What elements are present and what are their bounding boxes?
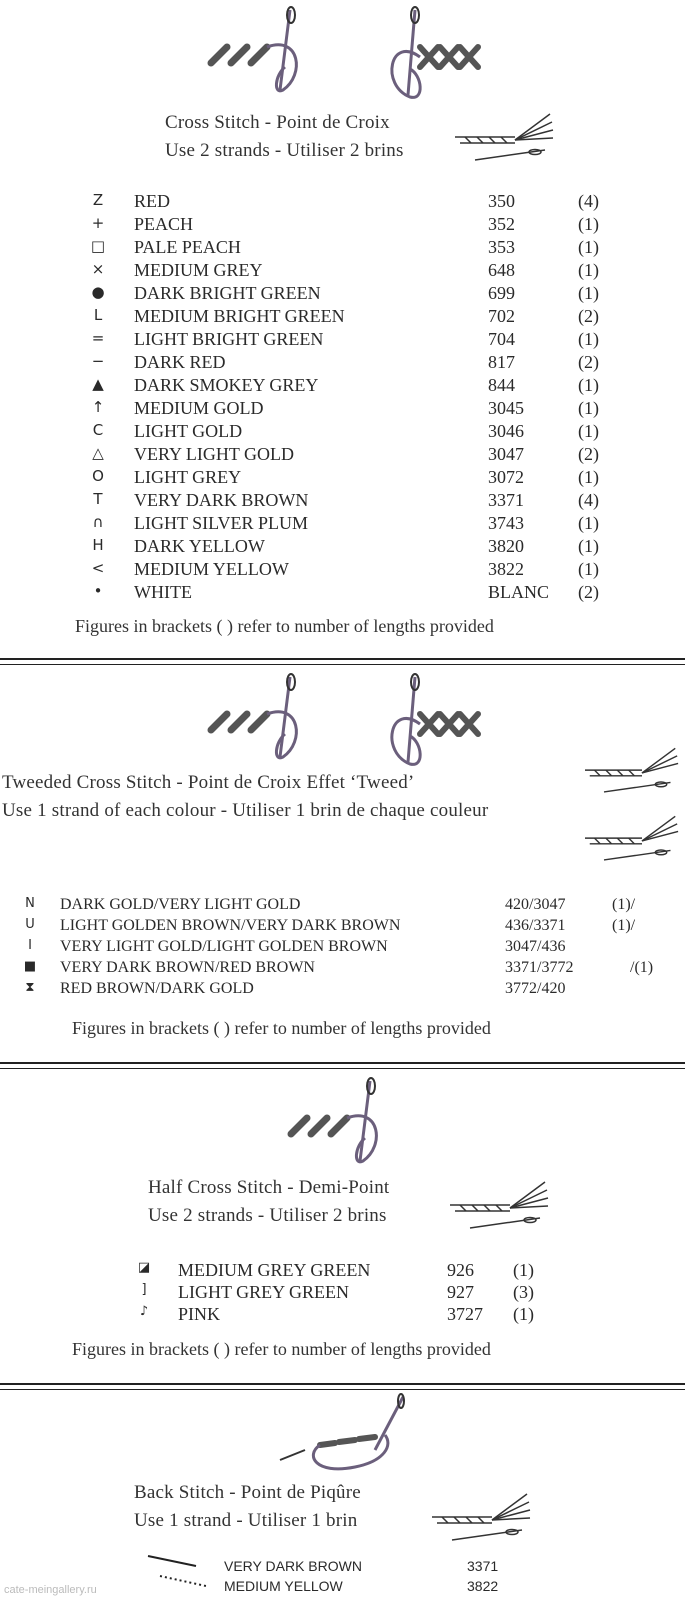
section-title: Back Stitch - Point de Piqûre bbox=[134, 1482, 361, 1503]
length-count: (1) bbox=[578, 467, 599, 487]
length-count: (1) bbox=[578, 375, 599, 395]
strand-instruction: Use 2 strands - Utiliser 2 brins bbox=[148, 1205, 387, 1226]
list-item bbox=[0, 329, 685, 351]
length-count: (1) bbox=[578, 513, 599, 533]
strands-icon bbox=[450, 1180, 550, 1235]
colour-code: 420/3047 bbox=[505, 896, 566, 913]
colour-code: 350 bbox=[488, 191, 515, 211]
colour-name: MEDIUM GREY GREEN bbox=[178, 1260, 371, 1280]
section-title: Half Cross Stitch - Demi-Point bbox=[148, 1177, 390, 1198]
list-item bbox=[0, 896, 685, 916]
colour-code: 3772/420 bbox=[505, 980, 566, 997]
colour-name: DARK BRIGHT GREEN bbox=[134, 283, 321, 303]
colour-code: 353 bbox=[488, 237, 515, 257]
length-count: (1)/ bbox=[612, 917, 636, 934]
colour-name: VERY LIGHT GOLD/LIGHT GOLDEN BROWN bbox=[60, 938, 388, 955]
strand-instruction: Use 1 strand of each colour - Utiliser 1 brin de chaque couleur bbox=[2, 800, 489, 821]
colour-code: 699 bbox=[488, 283, 515, 303]
length-count: (3) bbox=[513, 1282, 534, 1302]
colour-name: DARK GOLD/VERY LIGHT GOLD bbox=[60, 896, 301, 913]
colour-code: 352 bbox=[488, 214, 515, 234]
list-item bbox=[0, 1282, 685, 1304]
stitch-symbol: = bbox=[91, 329, 105, 347]
colour-code: 3727 bbox=[447, 1304, 483, 1324]
stitch-symbol: □ bbox=[90, 237, 106, 255]
needle-back-stitch-icon bbox=[275, 1395, 415, 1475]
stitch-symbol: △ bbox=[92, 444, 104, 462]
colour-code: 704 bbox=[488, 329, 515, 349]
colour-code: 844 bbox=[488, 375, 515, 395]
list-item bbox=[0, 283, 685, 305]
colour-code: 3822 bbox=[488, 559, 524, 579]
list-item bbox=[0, 959, 685, 979]
colour-code: 648 bbox=[488, 260, 515, 280]
colour-name: DARK YELLOW bbox=[134, 536, 265, 556]
colour-code: 3743 bbox=[488, 513, 524, 533]
length-count: (1) bbox=[578, 329, 599, 349]
colour-name: VERY DARK BROWN bbox=[134, 490, 309, 510]
list-item bbox=[0, 398, 685, 420]
length-count: (1) bbox=[578, 214, 599, 234]
list-item bbox=[0, 214, 685, 236]
stitch-symbol: O bbox=[92, 467, 104, 485]
list-item bbox=[0, 980, 685, 1000]
stitch-symbol: ⧗ bbox=[25, 980, 35, 995]
section-title: Tweeded Cross Stitch - Point de Croix Effet ‘Tweed’ bbox=[2, 772, 415, 793]
stitch-symbol: ∩ bbox=[92, 513, 104, 531]
stitch-symbol: L bbox=[93, 306, 103, 324]
length-count: (2) bbox=[578, 306, 599, 326]
needle-cross-stitch-icon bbox=[380, 5, 500, 105]
strands-icon bbox=[432, 1492, 532, 1547]
colour-code: 3371 bbox=[467, 1558, 499, 1574]
strands-icon bbox=[585, 813, 680, 868]
stitch-symbol: Z bbox=[92, 191, 104, 209]
length-count: (1) bbox=[578, 237, 599, 257]
needle-diagonal-stitch-icon bbox=[205, 5, 315, 100]
stitch-symbol: ♪ bbox=[139, 1304, 149, 1319]
strand-instruction: Use 1 strand - Utiliser 1 brin bbox=[134, 1510, 358, 1531]
colour-name: MEDIUM GOLD bbox=[134, 398, 264, 418]
strands-icon bbox=[585, 745, 680, 800]
list-item bbox=[0, 421, 685, 443]
stitch-symbol: × bbox=[91, 260, 105, 278]
stitch-symbol: U bbox=[25, 917, 35, 932]
colour-name: VERY LIGHT GOLD bbox=[134, 444, 294, 464]
colour-name: RED BROWN/DARK GOLD bbox=[60, 980, 254, 997]
colour-name: RED bbox=[134, 191, 170, 211]
stitch-symbol: • bbox=[93, 582, 103, 600]
colour-name: DARK RED bbox=[134, 352, 226, 372]
stitch-symbol: N bbox=[25, 896, 35, 911]
colour-name: WHITE bbox=[134, 582, 192, 602]
colour-code: 926 bbox=[447, 1260, 474, 1280]
list-item bbox=[0, 938, 685, 958]
list-item bbox=[0, 444, 685, 466]
stitch-symbol: + bbox=[91, 214, 105, 232]
length-count: (1) bbox=[578, 559, 599, 579]
length-count: (4) bbox=[578, 191, 599, 211]
length-count: (2) bbox=[578, 582, 599, 602]
length-count: (2) bbox=[578, 352, 599, 372]
list-item bbox=[0, 513, 685, 535]
colour-code: 3072 bbox=[488, 467, 524, 487]
stitch-symbol: ↑ bbox=[91, 398, 105, 416]
strand-instruction: Use 2 strands - Utiliser 2 brins bbox=[165, 140, 404, 161]
strands-icon bbox=[455, 112, 555, 167]
length-count: (1) bbox=[513, 1260, 534, 1280]
length-count: /(1) bbox=[630, 959, 654, 976]
solid-line-symbol bbox=[148, 1554, 200, 1568]
divider bbox=[0, 1389, 685, 1390]
colour-code: 3047/436 bbox=[505, 938, 566, 955]
lengths-note: Figures in brackets ( ) refer to number of lengths provided bbox=[72, 1018, 491, 1038]
colour-name: PEACH bbox=[134, 214, 194, 234]
colour-name: LIGHT GREY bbox=[134, 467, 242, 487]
colour-name: LIGHT BRIGHT GREEN bbox=[134, 329, 324, 349]
list-item bbox=[0, 260, 685, 282]
list-item bbox=[0, 1304, 685, 1326]
divider bbox=[0, 1068, 685, 1069]
list-item bbox=[0, 490, 685, 512]
watermark: cate-meingallery.ru bbox=[4, 1584, 97, 1596]
length-count: (1)/ bbox=[612, 896, 636, 913]
colour-code: 817 bbox=[488, 352, 515, 372]
colour-name: LIGHT GOLDEN BROWN/VERY DARK BROWN bbox=[60, 917, 401, 934]
colour-code: 3822 bbox=[467, 1578, 499, 1594]
length-count: (2) bbox=[578, 444, 599, 464]
colour-code: 3047 bbox=[488, 444, 524, 464]
stitch-symbol: H bbox=[92, 536, 104, 554]
colour-code: 702 bbox=[488, 306, 515, 326]
stitch-symbol: ◪ bbox=[137, 1260, 151, 1275]
needle-diagonal-stitch-icon bbox=[205, 672, 315, 767]
needle-cross-stitch-icon bbox=[380, 672, 500, 772]
colour-name: LIGHT SILVER PLUM bbox=[134, 513, 309, 533]
length-count: (1) bbox=[578, 536, 599, 556]
colour-name: VERY DARK BROWN bbox=[224, 1558, 362, 1574]
list-item bbox=[0, 582, 685, 604]
needle-diagonal-stitch-icon bbox=[285, 1076, 395, 1171]
stitch-symbol: I bbox=[28, 938, 32, 953]
length-count: (4) bbox=[578, 490, 599, 510]
length-count: (1) bbox=[578, 260, 599, 280]
list-item bbox=[0, 191, 685, 213]
divider bbox=[0, 1062, 685, 1064]
colour-name: DARK SMOKEY GREY bbox=[134, 375, 319, 395]
colour-name: LIGHT GREY GREEN bbox=[178, 1282, 349, 1302]
list-item bbox=[0, 917, 685, 937]
colour-name: VERY DARK BROWN/RED BROWN bbox=[60, 959, 315, 976]
list-item bbox=[0, 352, 685, 374]
colour-code: BLANC bbox=[488, 582, 550, 602]
colour-name: MEDIUM GREY bbox=[134, 260, 263, 280]
divider bbox=[0, 1383, 685, 1385]
colour-name: PINK bbox=[178, 1304, 221, 1324]
divider bbox=[0, 664, 685, 665]
colour-name: MEDIUM YELLOW bbox=[224, 1578, 343, 1594]
list-item bbox=[0, 1578, 685, 1598]
stitch-symbol: ● bbox=[91, 283, 105, 301]
divider bbox=[0, 658, 685, 660]
colour-code: 436/3371 bbox=[505, 917, 566, 934]
list-item bbox=[0, 375, 685, 397]
section-title: Cross Stitch - Point de Croix bbox=[165, 112, 390, 133]
stitch-symbol: C bbox=[92, 421, 104, 439]
dotted-line-symbol bbox=[160, 1574, 208, 1588]
length-count: (1) bbox=[578, 398, 599, 418]
colour-name: LIGHT GOLD bbox=[134, 421, 243, 441]
stitch-symbol: ■ bbox=[23, 959, 37, 974]
stitch-symbol: ▲ bbox=[92, 375, 104, 393]
list-item bbox=[0, 1558, 685, 1578]
lengths-note: Figures in brackets ( ) refer to number of lengths provided bbox=[72, 1339, 491, 1359]
list-item bbox=[0, 1260, 685, 1282]
list-item bbox=[0, 237, 685, 259]
colour-code: 3371 bbox=[488, 490, 524, 510]
list-item bbox=[0, 467, 685, 489]
list-item bbox=[0, 306, 685, 328]
colour-code: 3371/3772 bbox=[505, 959, 574, 976]
colour-code: 927 bbox=[447, 1282, 474, 1302]
stitch-symbol: ] bbox=[141, 1282, 147, 1297]
length-count: (1) bbox=[513, 1304, 534, 1324]
colour-name: MEDIUM BRIGHT GREEN bbox=[134, 306, 345, 326]
stitch-symbol: < bbox=[91, 559, 105, 577]
colour-code: 3820 bbox=[488, 536, 524, 556]
colour-code: 3045 bbox=[488, 398, 524, 418]
stitch-symbol: T bbox=[93, 490, 103, 508]
length-count: (1) bbox=[578, 283, 599, 303]
length-count: (1) bbox=[578, 421, 599, 441]
colour-name: MEDIUM YELLOW bbox=[134, 559, 289, 579]
lengths-note: Figures in brackets ( ) refer to number of lengths provided bbox=[75, 616, 494, 636]
stitch-symbol: − bbox=[91, 352, 105, 370]
list-item bbox=[0, 559, 685, 581]
colour-name: PALE PEACH bbox=[134, 237, 241, 257]
colour-code: 3046 bbox=[488, 421, 524, 441]
list-item bbox=[0, 536, 685, 558]
